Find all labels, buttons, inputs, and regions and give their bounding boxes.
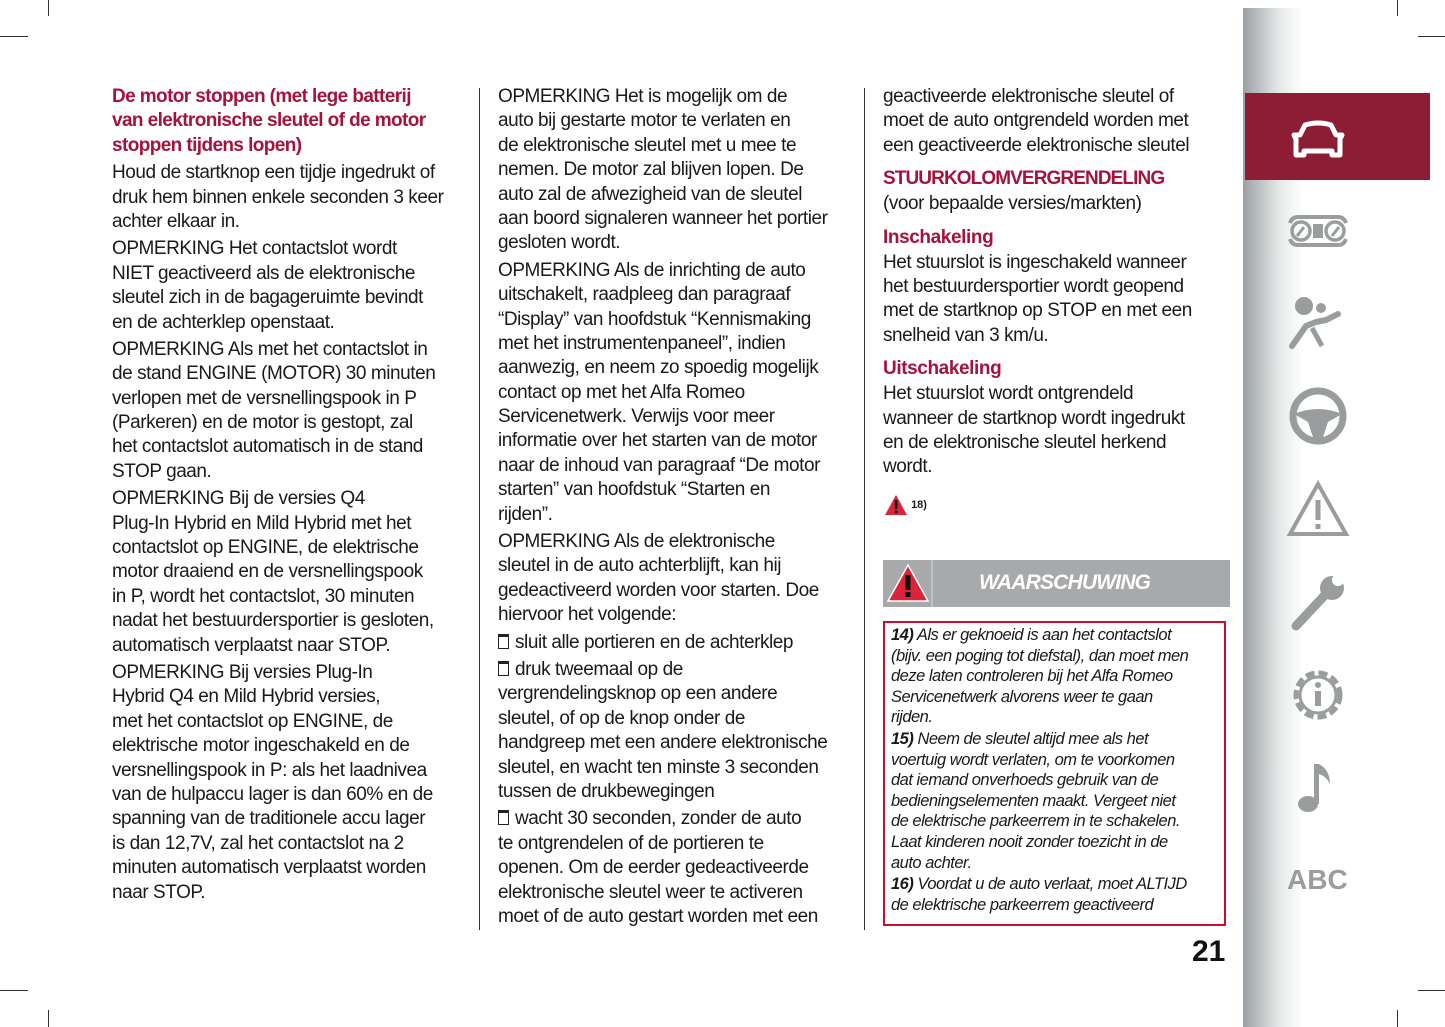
text-line <box>498 881 858 905</box>
text-line <box>498 530 858 554</box>
line-text: deze laten controleren bij het Alfa Romeo <box>891 667 1173 686</box>
line-text: Als er geknoeid is aan het contactslot <box>916 626 1172 644</box>
text-line <box>498 603 858 627</box>
text-line <box>883 192 1228 216</box>
line-text: auto zal de afwezigheid van de sleutel <box>498 183 803 205</box>
line-text: starten” van hoofdstuk “Starten en <box>498 479 770 501</box>
column-divider <box>864 88 865 930</box>
line-text: nadat het bestuurdersportier is gesloten, <box>112 610 434 632</box>
line-text: en de elektronische sleutel herkend <box>883 431 1167 453</box>
bullet-item <box>498 631 858 655</box>
line-text: te ontgrendelen of de portieren te <box>498 832 764 854</box>
text-line <box>112 286 472 310</box>
line-text: auto achter. <box>891 853 972 872</box>
text-line <box>891 791 1224 812</box>
paragraph <box>883 85 1228 158</box>
line-text: OPMERKING Bij de versies Q4 <box>112 488 365 510</box>
paragraph <box>112 237 472 335</box>
line-text: met de startknop op STOP en met een <box>883 300 1192 322</box>
paragraph <box>112 338 472 484</box>
line-text: achter elkaar in. <box>112 210 240 232</box>
paragraph <box>112 487 472 658</box>
text-line <box>498 405 858 429</box>
line-text: hiervoor het volgende: <box>498 604 677 626</box>
line-text: NIET geactiveerd als de elektronische <box>112 262 416 284</box>
line-text: Hybrid Q4 en Mild Hybrid versies, <box>112 686 381 708</box>
airbag-icon[interactable] <box>1286 290 1350 354</box>
text-line <box>112 560 472 584</box>
sidebar-abc-index[interactable]: ABC <box>1287 864 1348 895</box>
checkbox-bullet-icon <box>498 810 509 825</box>
line-text: Het stuurslot wordt ontgrendeld <box>883 383 1134 405</box>
paragraph <box>498 85 858 256</box>
line-text: OPMERKING Het contactslot wordt <box>112 238 397 260</box>
line-text: wacht 30 seconden, zonder de auto <box>515 808 802 830</box>
text-line <box>498 381 858 405</box>
text-line <box>112 759 472 783</box>
line-text: vergrendelingsknop op een andere <box>498 683 778 705</box>
paragraph <box>112 661 472 905</box>
line-text: elektronische sleutel weer te activeren <box>498 881 803 903</box>
steering-wheel-icon[interactable] <box>1286 384 1350 448</box>
section-heading: STUURKOLOMVERGRENDELING <box>883 168 1165 190</box>
line-text: de elektrische parkeerrem in te schakelen. <box>891 812 1180 831</box>
line-text: automatisch verplaatst naar STOP. <box>112 634 391 656</box>
text-line <box>112 856 472 880</box>
line-text: Laat kinderen nooit zonder toezicht in de <box>891 832 1168 851</box>
text-line <box>498 658 858 682</box>
line-text: Servicenetwerk. Verwijs voor meer <box>498 406 775 428</box>
text-line <box>891 646 1224 667</box>
checkbox-bullet-icon <box>498 661 509 676</box>
line-text: naar de inhoud van paragraaf “De motor <box>498 454 820 476</box>
line-text: informatie over het starten van de motor <box>498 430 817 452</box>
text-line <box>112 411 472 435</box>
line-text: is dan 12,7V, zal het contactslot na 2 <box>112 832 404 854</box>
text-line <box>498 503 858 527</box>
text-line <box>112 134 472 158</box>
line-text: Houd de startknop een tijdje ingedrukt of <box>112 162 435 184</box>
line-text: OPMERKING Als de elektronische <box>498 531 775 553</box>
text-line <box>498 283 858 307</box>
text-line <box>891 770 1224 791</box>
paragraph <box>883 382 1228 480</box>
text-line <box>498 259 858 283</box>
text-line <box>112 832 472 856</box>
line-text: de stand ENGINE (MOTOR) 30 minuten <box>112 363 436 385</box>
text-line <box>112 881 472 905</box>
line-text: spanning van de traditionele accu lager <box>112 808 426 830</box>
paragraph <box>883 192 1228 216</box>
line-text: voertuig wordt verlaten, om te voorkomen <box>891 750 1175 769</box>
checkbox-bullet-icon <box>498 634 509 649</box>
text-line <box>498 429 858 453</box>
text-line <box>112 362 472 386</box>
warning-header <box>883 560 1230 607</box>
line-text: uitschakelt, raadpleeg dan paragraaf <box>498 284 791 306</box>
text-line <box>112 460 472 484</box>
text-line <box>498 478 858 502</box>
line-text: verlopen met de versnellingspook in P <box>112 387 417 409</box>
line-text: (Parkeren) en de motor is gestopt, zal <box>112 412 413 434</box>
line-text: sleutel, of op de knop onder de <box>498 707 745 729</box>
line-text: De motor stoppen (met lege batterij <box>112 86 411 107</box>
text-line <box>883 455 1228 479</box>
text-line <box>891 666 1224 687</box>
paragraph <box>883 251 1228 349</box>
line-text: moet de auto ontgrendeld worden met <box>883 110 1189 132</box>
column-3 <box>883 85 1228 483</box>
line-text: “Display” van hoofdstuk “Kennismaking <box>498 308 811 330</box>
text-line <box>883 109 1228 133</box>
text-line <box>112 161 472 185</box>
line-text: OPMERKING Als met het contactslot in <box>112 338 428 360</box>
text-line <box>112 338 472 362</box>
text-line <box>883 407 1228 431</box>
text-line <box>891 874 1224 895</box>
line-text: geactiveerde elektronische sleutel of <box>883 86 1174 107</box>
warning-item <box>891 729 1224 873</box>
text-line <box>883 382 1228 406</box>
line-text: tussen de drukbewegingen <box>498 780 715 802</box>
line-text: met het contactslot op ENGINE, de <box>112 710 393 732</box>
line-text: handgreep met een andere elektronische <box>498 732 828 754</box>
car-icon[interactable] <box>1286 103 1350 167</box>
line-text: rijden. <box>891 708 933 727</box>
text-line <box>498 756 858 780</box>
line-text: sleutel, en wacht ten minste 3 seconden <box>498 756 819 778</box>
warning-note-ref: 18) <box>884 494 927 516</box>
text-line <box>498 682 858 706</box>
text-line <box>112 585 472 609</box>
instrument-panel-icon[interactable] <box>1286 199 1350 263</box>
text-line <box>891 687 1224 708</box>
line-text: (bijv. een poging tot diefstal), dan moet men <box>891 646 1189 665</box>
line-text: Plug-In Hybrid en Mild Hybrid met het <box>112 512 412 534</box>
line-text: het bestuurdersportier wordt geopend <box>883 275 1184 297</box>
warning-triangle-icon <box>886 563 930 603</box>
line-text: sleutel zich in de bagageruimte bevindt <box>112 287 423 309</box>
line-text: gesloten wordt. <box>498 232 621 254</box>
line-text: elektrische motor ingeschakeld en de <box>112 735 410 757</box>
line-text: OPMERKING Het is mogelijk om de <box>498 86 788 107</box>
line-text: OPMERKING Bij versies Plug-In <box>112 661 373 683</box>
line-text: naar STOP. <box>112 881 206 903</box>
line-text: motor draaiend en de versnellingspook <box>112 561 423 583</box>
line-text: druk tweemaal op de <box>515 658 683 680</box>
warning-number: 14) <box>891 626 914 644</box>
text-line <box>498 231 858 255</box>
text-line <box>883 134 1228 158</box>
bullet-item <box>498 807 858 929</box>
text-line <box>498 731 858 755</box>
line-text: contact op met het Alfa Romeo <box>498 381 745 403</box>
text-line <box>498 579 858 603</box>
text-line <box>498 631 858 655</box>
warning-item <box>891 874 1224 915</box>
warning-box <box>883 621 1226 926</box>
line-text: van de hulpaccu lager is dan 60% en de <box>112 783 433 805</box>
warning-number: 15) <box>891 729 914 748</box>
line-text: auto bij gestarte motor te verlaten en <box>498 110 791 132</box>
text-line <box>112 237 472 261</box>
line-text: wordt. <box>883 456 933 478</box>
text-line <box>498 356 858 380</box>
text-line <box>498 554 858 578</box>
column-1 <box>112 85 472 908</box>
text-line <box>498 207 858 231</box>
text-line <box>891 811 1224 832</box>
text-line <box>112 387 472 411</box>
line-text: versnellingspook in P: als het laadnivea <box>112 759 427 781</box>
warning-icon[interactable] <box>1286 478 1350 542</box>
line-text: Neem de sleutel altijd mee als het <box>917 729 1149 748</box>
line-text: sluit alle portieren en de achterklep <box>515 631 794 653</box>
warning-triangle-icon <box>884 494 908 516</box>
text-line <box>498 134 858 158</box>
text-line <box>498 856 858 880</box>
text-line <box>498 807 858 831</box>
text-line <box>112 186 472 210</box>
text-line <box>112 435 472 459</box>
text-line <box>498 183 858 207</box>
line-text: gedeactiveerd worden voor starten. Doe <box>498 579 819 601</box>
paragraph <box>498 259 858 527</box>
text-line <box>498 905 858 929</box>
text-line <box>112 85 472 109</box>
text-line <box>498 109 858 133</box>
text-line <box>891 750 1224 771</box>
text-line <box>891 707 1224 728</box>
text-line <box>112 512 472 536</box>
text-line <box>112 807 472 831</box>
line-text: wanneer de startknop wordt ingedrukt <box>883 407 1185 429</box>
section-heading: Inschakeling <box>883 226 994 248</box>
line-text: de elektrische parkeerrem geactiveerd <box>891 895 1154 914</box>
wrench-icon[interactable] <box>1286 570 1350 634</box>
section-heading <box>112 85 472 158</box>
line-text: OPMERKING Als de inrichting de auto <box>498 259 806 281</box>
text-line <box>112 609 472 633</box>
line-text: STOP gaan. <box>112 460 212 482</box>
line-text: Voordat u de auto verlaat, moet ALTIJD <box>917 875 1187 894</box>
text-line <box>112 783 472 807</box>
text-line <box>498 332 858 356</box>
text-line <box>891 625 1224 646</box>
text-line <box>112 536 472 560</box>
line-text: moet of de auto gestart worden met een <box>498 905 818 927</box>
line-text: rijden”. <box>498 503 553 525</box>
line-text: de elektronische sleutel met u mee te <box>498 134 797 156</box>
line-text: nemen. De motor zal blijven lopen. De <box>498 159 804 181</box>
text-line <box>112 210 472 234</box>
paragraph <box>112 161 472 234</box>
text-line <box>112 710 472 734</box>
bullet-item <box>498 658 858 804</box>
line-text: een geactiveerde elektronische sleutel <box>883 134 1190 156</box>
line-text: dat iemand onverhoeds gebruik van de <box>891 771 1159 790</box>
text-line <box>498 308 858 332</box>
text-line <box>883 431 1228 455</box>
line-text: stoppen tijdens lopen) <box>112 134 302 156</box>
text-line <box>498 85 858 109</box>
text-line <box>891 853 1224 874</box>
line-text: Het stuurslot is ingeschakeld wanneer <box>883 251 1187 273</box>
line-text: druk hem binnen enkele seconden 3 keer <box>112 186 444 208</box>
section-heading: Uitschakeling <box>883 358 1002 380</box>
text-line <box>112 262 472 286</box>
column-divider <box>479 88 480 930</box>
line-text: Servicenetwerk alvorens weer te gaan <box>891 687 1153 706</box>
text-line <box>112 487 472 511</box>
text-line <box>112 634 472 658</box>
line-text: en de achterklep openstaat. <box>112 311 335 333</box>
text-line <box>891 832 1224 853</box>
line-text: (voor bepaalde versies/markten) <box>883 193 1142 215</box>
warning-title: WAARSCHUWING <box>979 571 1151 594</box>
text-line <box>498 158 858 182</box>
text-line <box>498 707 858 731</box>
text-line <box>891 729 1224 750</box>
text-line <box>112 661 472 685</box>
text-line <box>112 685 472 709</box>
text-line <box>883 324 1228 348</box>
text-line <box>883 85 1228 109</box>
line-text: contactslot op ENGINE, de elektrische <box>112 537 419 559</box>
text-line <box>112 734 472 758</box>
text-line <box>883 275 1228 299</box>
line-text: aan boord signaleren wanneer het portier <box>498 207 828 229</box>
music-note-icon[interactable] <box>1286 756 1350 820</box>
line-text: openen. Om de eerder gedeactiveerde <box>498 857 809 879</box>
paragraph <box>498 530 858 628</box>
line-text: snelheid van 3 km/u. <box>883 324 1049 346</box>
line-text: minuten automatisch verplaatst worden <box>112 857 426 879</box>
line-text: aanwezig, en neem zo spoedig mogelijk <box>498 357 819 379</box>
text-line <box>883 251 1228 275</box>
page-number: 21 <box>1192 935 1226 968</box>
warning-number: 16) <box>891 875 914 894</box>
text-line <box>112 311 472 335</box>
text-line <box>498 832 858 856</box>
text-line <box>112 109 472 133</box>
line-text: bedieningselementen maakt. Vergeet niet <box>891 791 1176 810</box>
warning-item <box>891 625 1224 728</box>
line-text: van elektronische sleutel of de motor <box>112 110 426 132</box>
text-line <box>891 895 1224 916</box>
text-line <box>498 780 858 804</box>
line-text: het contactslot automatisch in de stand <box>112 436 423 458</box>
info-gear-icon[interactable] <box>1286 663 1350 727</box>
line-text: met het instrumentenpaneel”, indien <box>498 332 786 354</box>
column-2 <box>498 85 858 932</box>
line-text: sleutel in de auto achterblijft, kan hij <box>498 555 782 577</box>
text-line <box>883 299 1228 323</box>
line-text: in P, wordt het contactslot, 30 minuten <box>112 585 415 607</box>
text-line <box>498 454 858 478</box>
